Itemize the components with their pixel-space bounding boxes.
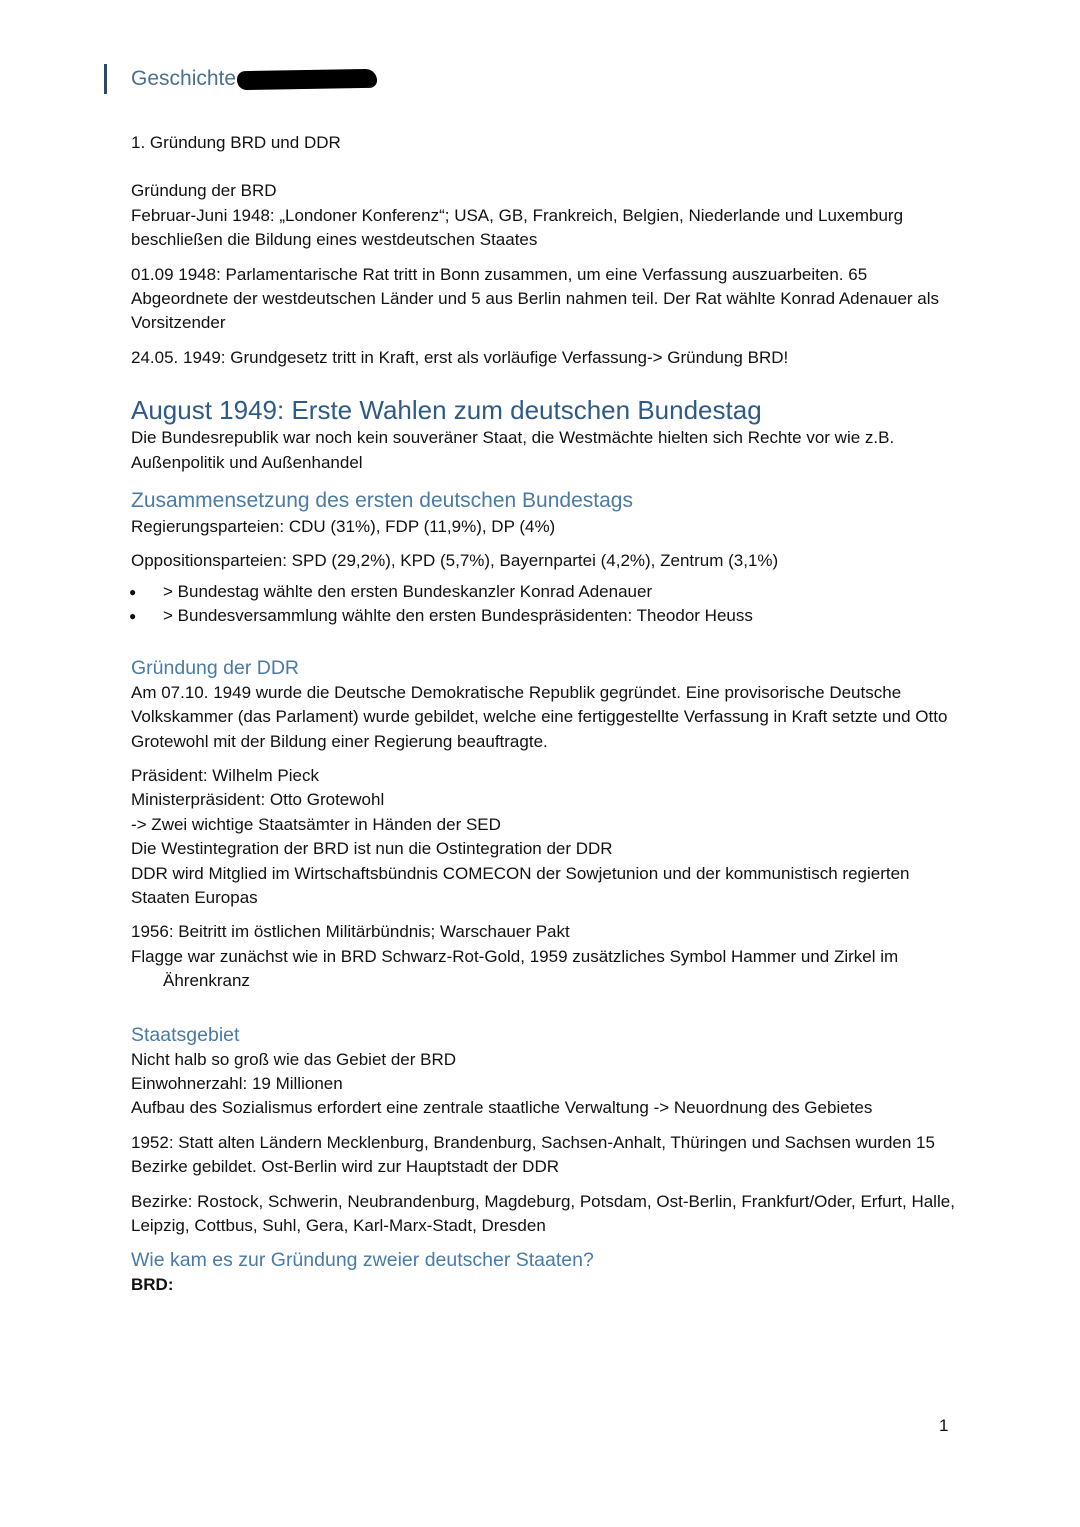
- ddr-1956: 1956: Beitritt im östlichen Militärbündnis; Warschauer Pakt: [131, 922, 570, 942]
- list-item: ● > Bundestag wählte den ersten Bundeskanzler Konrad Adenauer: [131, 580, 961, 604]
- header-title: Geschichte: [131, 67, 237, 90]
- staatsgebiet-bezirke: Bezirke: Rostock, Schwerin, Neubrandenburg, Magdeburg, Potsdam, Ost-Berlin, Frankfurt/Oder, Erfurt, Halle, Leipzig, Cottbus, Suhl, Gera, Karl-Marx-Stadt, Dresden: [131, 1191, 955, 1235]
- document-body: [131, 131, 961, 1298]
- brd-heading: Gründung der BRD: [131, 181, 277, 201]
- frage-brd-label: BRD:: [131, 1275, 174, 1295]
- header-accent-bar: [104, 64, 107, 94]
- staatsgebiet-1952: 1952: Statt alten Ländern Mecklenburg, Brandenburg, Sachsen-Anhalt, Thüringen und Sachsen wurden 15 Bezirke gebildet. Ost-Berlin wird zur Hauptstadt der DDR: [131, 1132, 935, 1177]
- ddr-lines: [131, 764, 961, 910]
- ddr-line: -> Zwei wichtige Staatsämter in Händen der SED: [131, 814, 501, 834]
- ddr-flagge: Flagge war zunächst wie in BRD Schwarz-Rot-Gold, 1959 zusätzliches Symbol Hammer und Zirkel im Ährenkranz: [131, 946, 899, 991]
- ddr-line: Ministerpräsident: Otto Grotewohl: [131, 790, 385, 810]
- ddr-line: Die Westintegration der BRD ist nun die Ostintegration der DDR: [131, 839, 613, 859]
- ddr-heading: Gründung der DDR: [131, 656, 299, 679]
- ddr-line: DDR wird Mitglied im Wirtschaftsbündnis COMECON der Sowjetunion und der kommunistisch regierten Staaten Europas: [131, 863, 910, 907]
- page-number: 1: [939, 1416, 949, 1435]
- oppositionsparteien: Oppositionsparteien: SPD (29,2%), KPD (5,7%), Bayernpartei (4,2%), Zentrum (3,1%): [131, 551, 779, 571]
- wahlen-heading: August 1949: Erste Wahlen zum deutschen Bundestag: [131, 395, 762, 426]
- list-item: ● > Bundesversammlung wählte den ersten Bundespräsidenten: Theodor Heuss: [131, 604, 961, 628]
- brd-paragraph-1: Februar-Juni 1948: „Londoner Konferenz“; USA, GB, Frankreich, Belgien, Niederlande und Luxemburg beschließen die Bildung eines westdeutschen Staates: [131, 205, 904, 250]
- ddr-line: Präsident: Wilhelm Pieck: [131, 765, 320, 785]
- page-header: [104, 64, 504, 96]
- staatsgebiet-heading: Staatsgebiet: [131, 1023, 240, 1046]
- zusammensetzung-heading: Zusammensetzung des ersten deutschen Bundestags: [131, 489, 633, 513]
- frage-heading: Wie kam es zur Gründung zweier deutscher Staaten?: [131, 1249, 594, 1272]
- brd-paragraph-2: 01.09 1948: Parlamentarische Rat tritt in Bonn zusammen, um eine Verfassung auszuarbeiten. 65 Abgeordnete der westdeutschen Länder und 5 aus Berlin nahmen teil. Der Rat wählte Konrad Adenauer als Vorsitzender: [131, 264, 940, 333]
- section-title: 1. Gründung BRD und DDR: [131, 133, 341, 152]
- staatsgebiet-line: Aufbau des Sozialismus erfordert eine zentrale staatliche Verwaltung -> Neuordnung des Gebietes: [131, 1098, 873, 1118]
- redaction-mark: [237, 69, 377, 90]
- ddr-paragraph-1: Am 07.10. 1949 wurde die Deutsche Demokratische Republik gegründet. Eine provisorische Deutsche Volkskammer (das Parlament) wurde gebildet, welche eine fertiggestellte Verfassung in Kraft setzte und Otto Grotewohl mit der Bildung einer Regierung beauftragte.: [131, 682, 948, 751]
- bundestag-bullet-list: [131, 580, 961, 629]
- brd-paragraph-3: 24.05. 1949: Grundgesetz tritt in Kraft, erst als vorläufige Verfassung-> Gründung BRD!: [131, 347, 789, 367]
- regierungsparteien: Regierungsparteien: CDU (31%), FDP (11,9%), DP (4%): [131, 517, 556, 537]
- staatsgebiet-line: Einwohnerzahl: 19 Millionen: [131, 1073, 343, 1093]
- wahlen-paragraph: Die Bundesrepublik war noch kein souveräner Staat, die Westmächte hielten sich Rechte vor wie z.B. Außenpolitik und Außenhandel: [131, 428, 895, 472]
- staatsgebiet-line: Nicht halb so groß wie das Gebiet der BRD: [131, 1049, 457, 1069]
